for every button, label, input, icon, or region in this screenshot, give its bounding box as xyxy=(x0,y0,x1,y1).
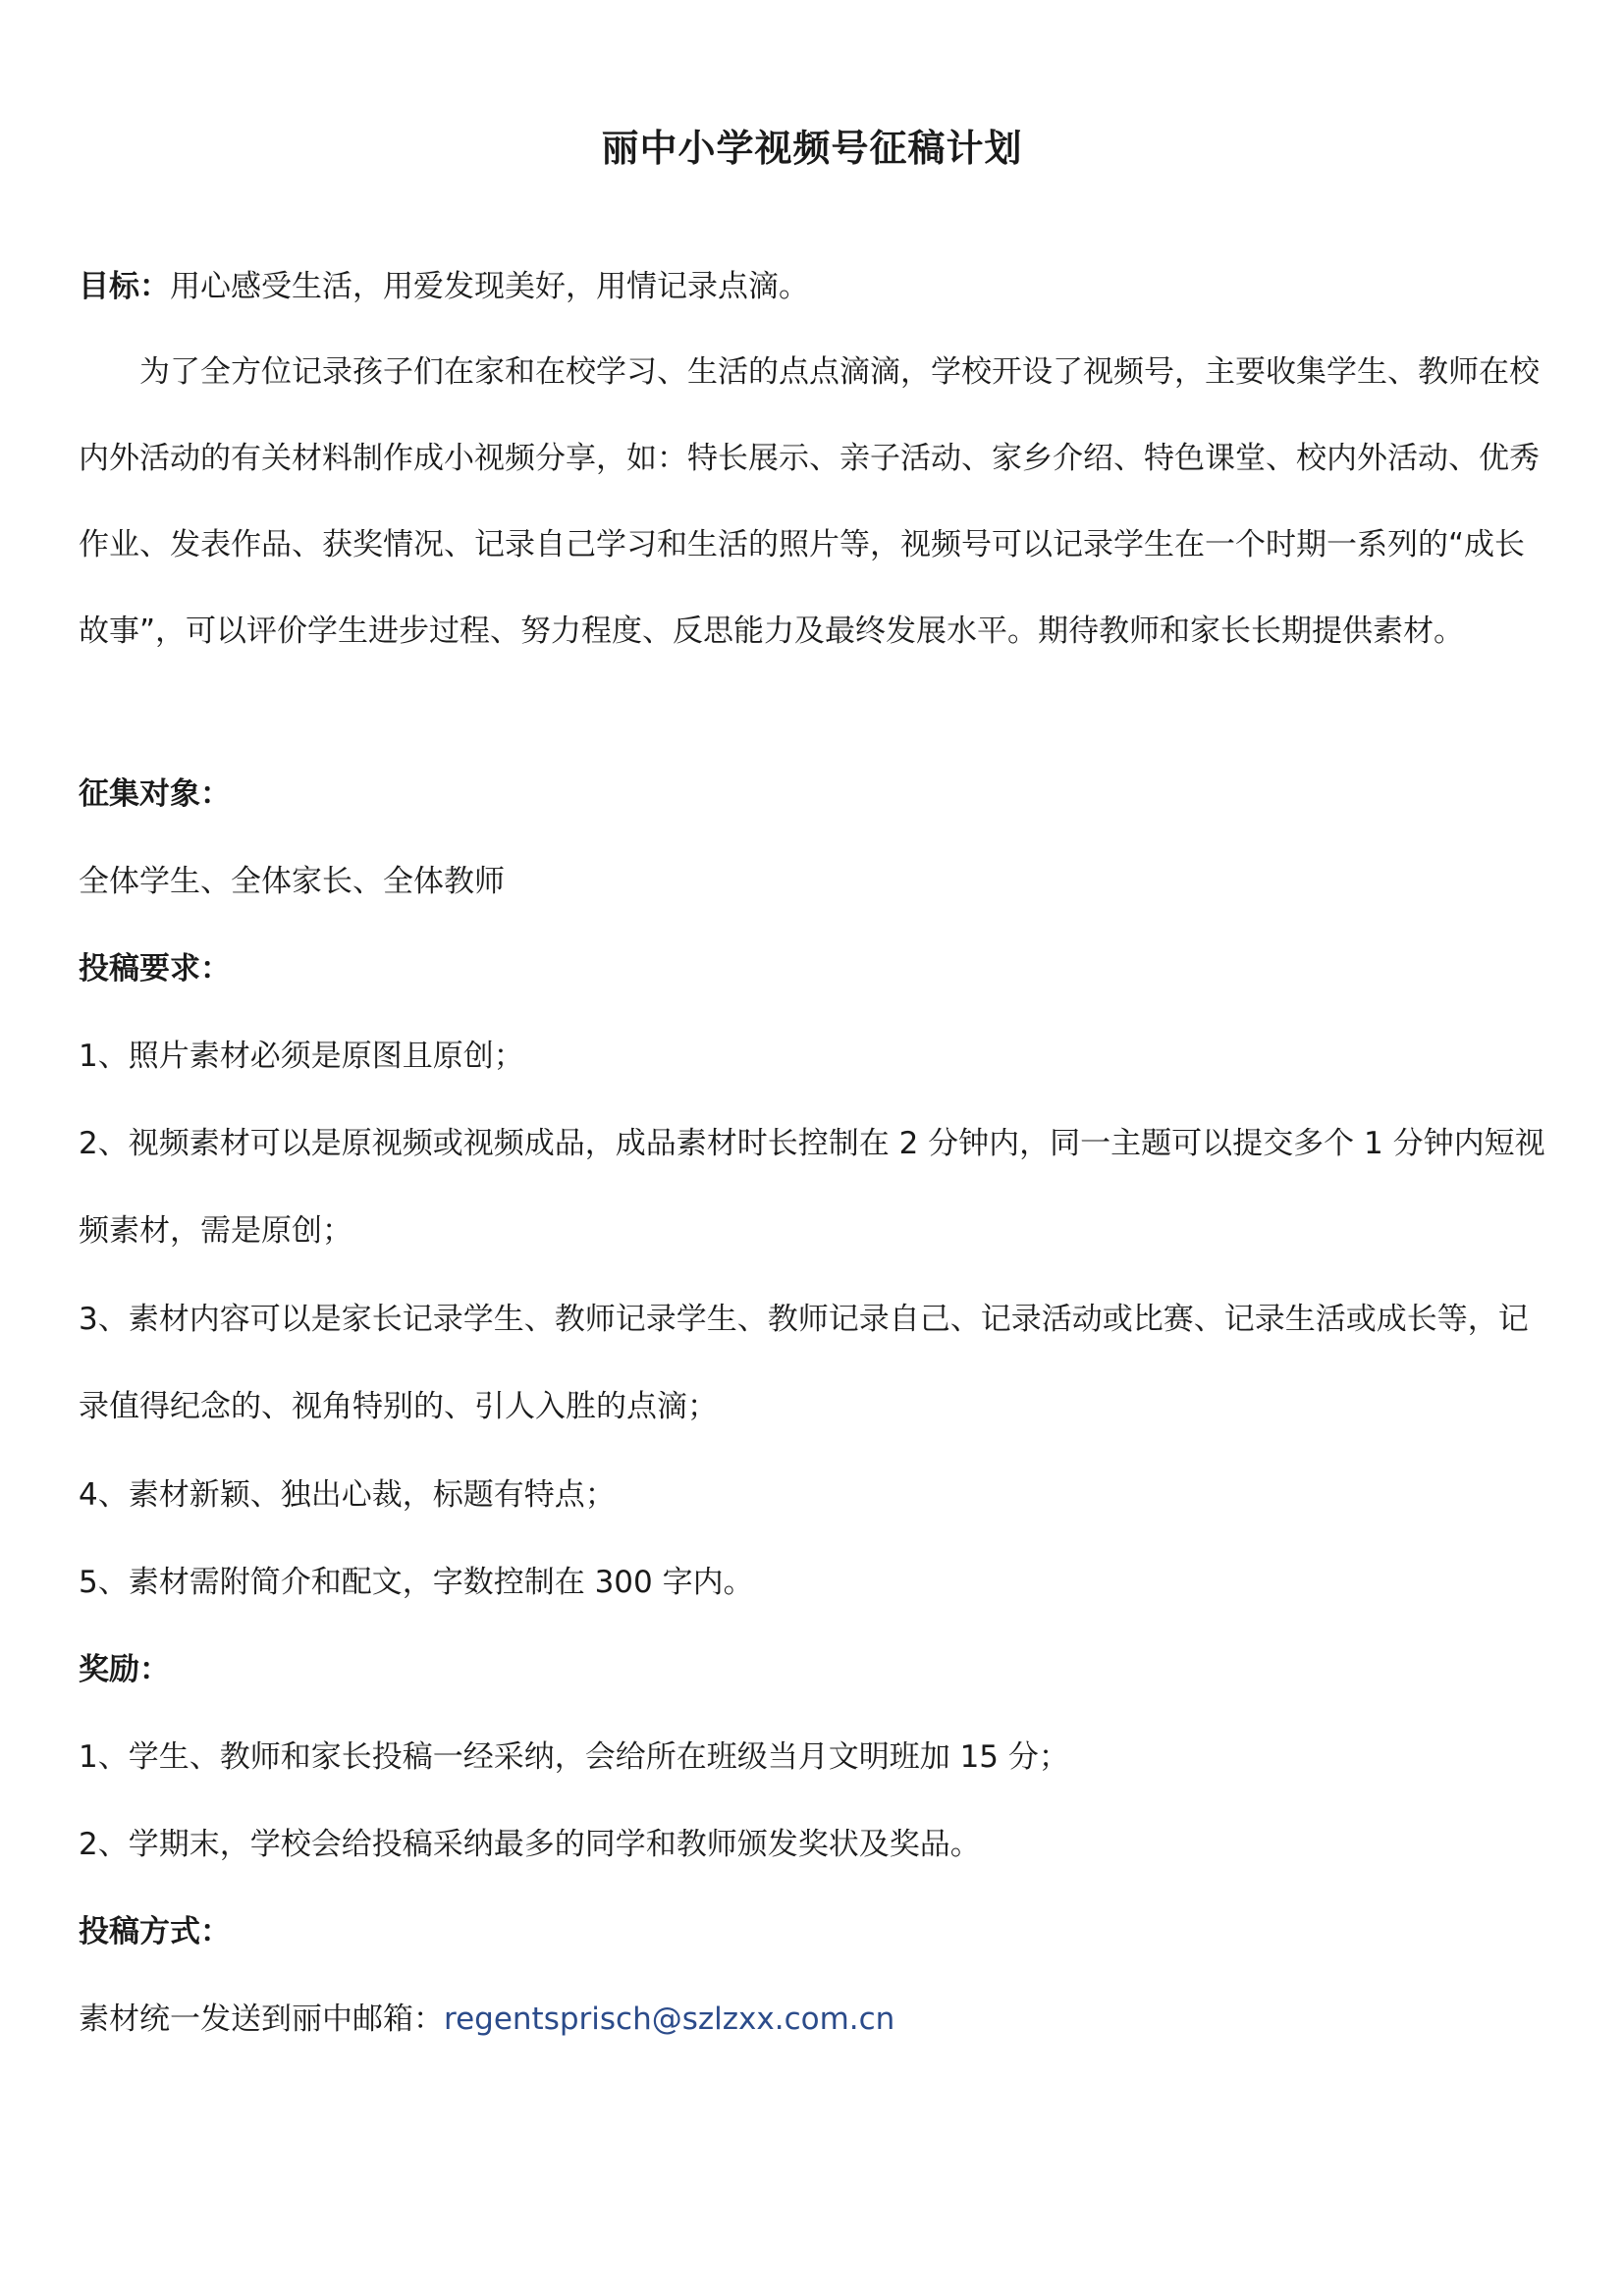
reward-item: 1、学生、教师和家长投稿一经采纳，会给所在班级当月文明班加 15 分； xyxy=(79,1739,1069,1775)
audience-heading: 征集对象： xyxy=(79,776,231,812)
submission-email-link[interactable]: regentsprisch@szlzxx.com.cn xyxy=(444,2002,895,2037)
audience-text: 全体学生、全体家长、全体教师 xyxy=(79,864,505,899)
section-spacer xyxy=(79,674,1553,773)
reward-item: 2、学期末，学校会给投稿采纳最多的同学和教师颁发奖状及奖品。 xyxy=(79,1827,981,1862)
intro-paragraph: 为了全方位记录孩子们在家和在校学习、生活的点点滴滴，学校开设了视频号，主要收集学生、教师在校内外活动的有关材料制作成小视频分享，如：特长展示、亲子活动、家乡介绍、特色课堂、校内外活动、优秀作业、发表作品、获奖情况、记录自己学习和生活的照片等，视频号可以记录学生在一个时期一系列的“成长故事”，可以评价学生进步过程、努力程度、反思能力及最终发展水平。期待教师和家长长期提供素材。 xyxy=(79,354,1540,649)
requirement-item: 4、素材新颖、独出心裁，标题有特点； xyxy=(79,1477,616,1513)
document-title: 丽中小学视频号征稿计划 xyxy=(601,127,1023,171)
document-body xyxy=(79,265,1553,2085)
goal-text: 用心感受生活，用爱发现美好，用情记录点滴。 xyxy=(170,269,809,304)
requirements-heading: 投稿要求： xyxy=(79,951,231,987)
requirement-item: 2、视频素材可以是原视频或视频成品，成品素材时长控制在 2 分钟内，同一主题可以提交多个 1 分钟内短视频素材，需是原创； xyxy=(79,1126,1545,1249)
requirement-item: 3、素材内容可以是家长记录学生、教师记录学生、教师记录自己、记录活动或比赛、记录生活或成长等，记录值得纪念的、视角特别的、引人入胜的点滴； xyxy=(79,1302,1529,1424)
submission-text: 素材统一发送到丽中邮箱： xyxy=(79,2002,444,2037)
requirement-item: 5、素材需附简介和配文，字数控制在 300 字内。 xyxy=(79,1565,754,1600)
requirement-item: 1、照片素材必须是原图且原创； xyxy=(79,1039,524,1074)
submission-heading: 投稿方式： xyxy=(79,1914,231,1949)
goal-label: 目标： xyxy=(79,269,170,304)
submission-line xyxy=(79,1998,1553,2041)
rewards-heading: 奖励： xyxy=(79,1652,170,1687)
goal-line xyxy=(79,265,1553,308)
